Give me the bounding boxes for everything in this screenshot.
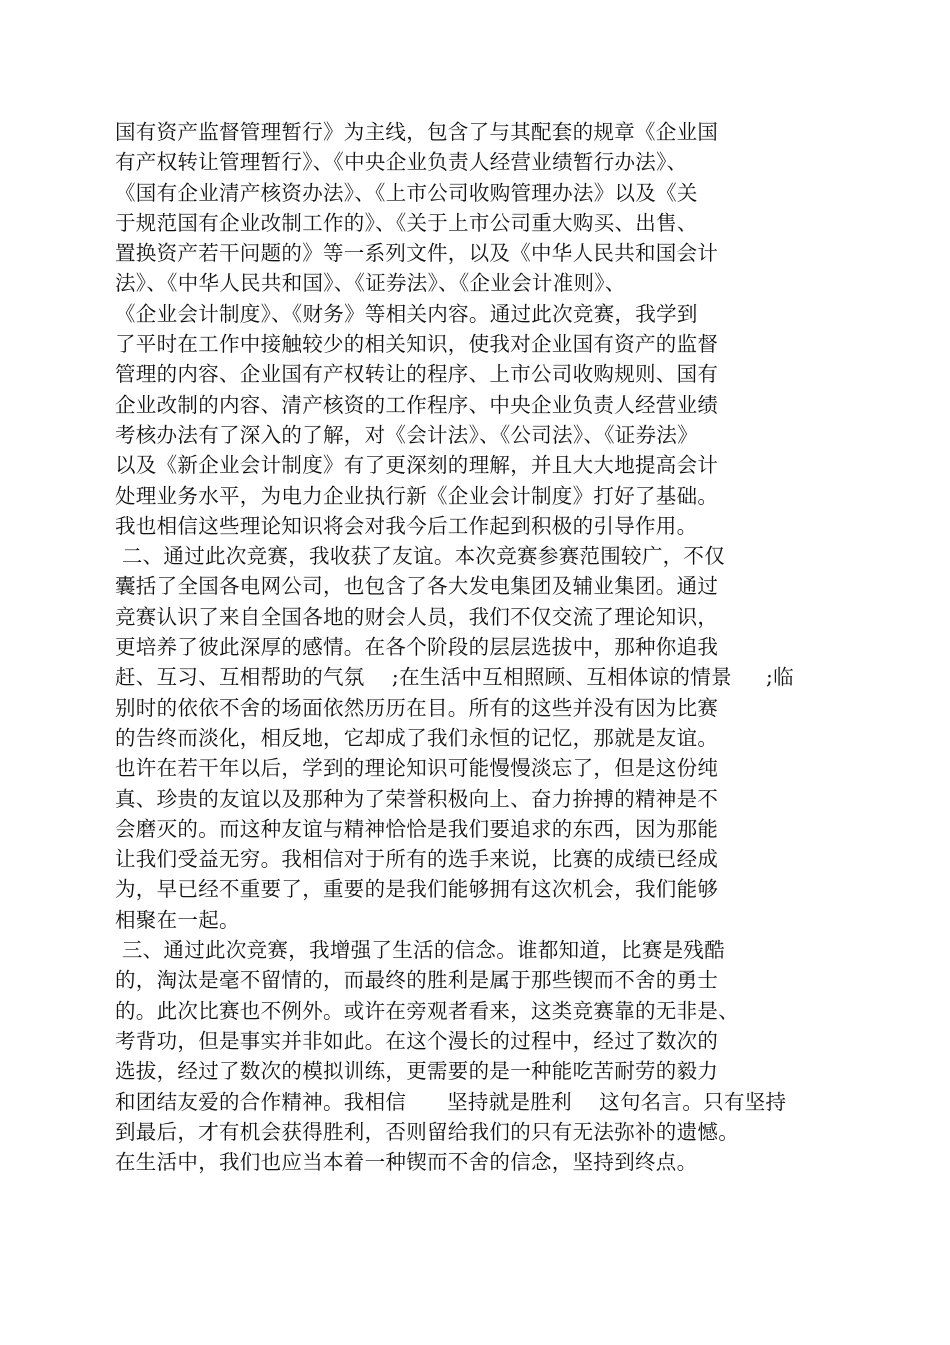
text-line: 企业改制的内容、清产核资的工作程序、中央企业负责人经营业绩 xyxy=(115,392,719,417)
text-line: 也许在若干年以后，学到的理论知识可能慢慢淡忘了，但是这份纯 xyxy=(115,756,719,781)
text-line: 选拔，经过了数次的模拟训练，更需要的是一种能吃苦耐劳的毅力 xyxy=(115,1059,719,1084)
text-line: 为，早已经不重要了，重要的是我们能够拥有这次机会，我们能够 xyxy=(115,877,719,902)
text-line: 相聚在一起。 xyxy=(115,907,240,932)
text-line: 囊括了全国各电网公司，也包含了各大发电集团及辅业集团。通过 xyxy=(115,574,719,599)
text-line: 会磨灭的。而这种友谊与精神恰恰是我们要追求的东西，因为那能 xyxy=(115,816,719,841)
text-line: 处理业务水平，为电力企业执行新《企业会计制度》打好了基础。 xyxy=(115,483,719,508)
text-line: 别时的依依不舍的场面依然历历在目。所有的这些并没有因为比赛 xyxy=(115,695,719,720)
text-line: 的。此次比赛也不例外。或许在旁观者看来，这类竞赛靠的无非是、 xyxy=(115,998,739,1023)
text-line: 管理的内容、企业国有产权转让的程序、上市公司收购规则、国有 xyxy=(115,362,719,387)
text-line: 的，淘汰是毫不留情的，而最终的胜利是属于那些锲而不舍的勇士 xyxy=(115,968,719,993)
text-line: 有产权转让管理暂行》、《中央企业负责人经营业绩暂行办法》、 xyxy=(115,150,688,175)
text-line: 真、珍贵的友谊以及那种为了荣誉积极向上、奋力拚搏的精神是不 xyxy=(115,786,719,811)
text-line: 更培养了彼此深厚的感情。在各个阶段的层层选拔中，那种你追我 xyxy=(115,635,719,660)
text-line: 竞赛认识了来自全国各地的财会人员，我们不仅交流了理论知识， xyxy=(115,604,719,629)
text-line: 赶、互习、互相帮助的气氛 ;在生活中互相照顾、互相体谅的情景 ;临 xyxy=(115,665,794,690)
text-line: 国有资产监督管理暂行》为主线，包含了与其配套的规章《企业国 xyxy=(115,120,719,144)
document-body xyxy=(115,117,875,1177)
text-line: 于规范国有企业改制工作的》、《关于上市公司重大购买、出售、 xyxy=(115,210,698,235)
text-line: 考背功，但是事实并非如此。在这个漫长的过程中，经过了数次的 xyxy=(115,1028,719,1053)
text-line: 以及《新企业会计制度》有了更深刻的理解，并且大大地提高会计 xyxy=(115,453,719,478)
text-line: 了平时在工作中接触较少的相关知识，使我对企业国有资产的监督 xyxy=(115,332,719,357)
text-line: 考核办法有了深入的了解，对《会计法》、《公司法》、《证券法》 xyxy=(115,422,698,447)
text-line: 和团结友爱的合作精神。我相信 坚持就是胜利 这句名言。只有坚持 xyxy=(115,1089,787,1114)
section-three-heading-line: 三、通过此次竞赛，我增强了生活的信念。谁都知道，比赛是残酷 xyxy=(115,938,726,963)
text-line: 让我们受益无穷。我相信对于所有的选手来说，比赛的成绩已经成 xyxy=(115,847,719,872)
text-line: 《国有企业清产核资办法》、《上市公司收购管理办法》以及《关 xyxy=(115,180,698,205)
text-line: 法》、《中华人民共和国》、《证券法》、《企业会计准则》、 xyxy=(115,271,626,296)
text-line: 置换资产若干问题的》等一系列文件，以及《中华人民共和国会计 xyxy=(115,241,719,266)
section-two-heading-line: 二、通过此次竞赛，我收获了友谊。本次竞赛参赛范围较广，不仅 xyxy=(115,544,726,569)
text-line: 《企业会计制度》、《财务》等相关内容。通过此次竞赛，我学到 xyxy=(115,301,698,326)
text-line: 的告终而淡化，相反地，它却成了我们永恒的记忆，那就是友谊。 xyxy=(115,725,719,750)
text-line: 到最后，才有机会获得胜利，否则留给我们的只有无法弥补的遗憾。 xyxy=(115,1119,739,1144)
text-line: 在生活中，我们也应当本着一种锲而不舍的信念，坚持到终点。 xyxy=(115,1150,698,1175)
text-line: 我也相信这些理论知识将会对我今后工作起到积极的引导作用。 xyxy=(115,513,698,538)
